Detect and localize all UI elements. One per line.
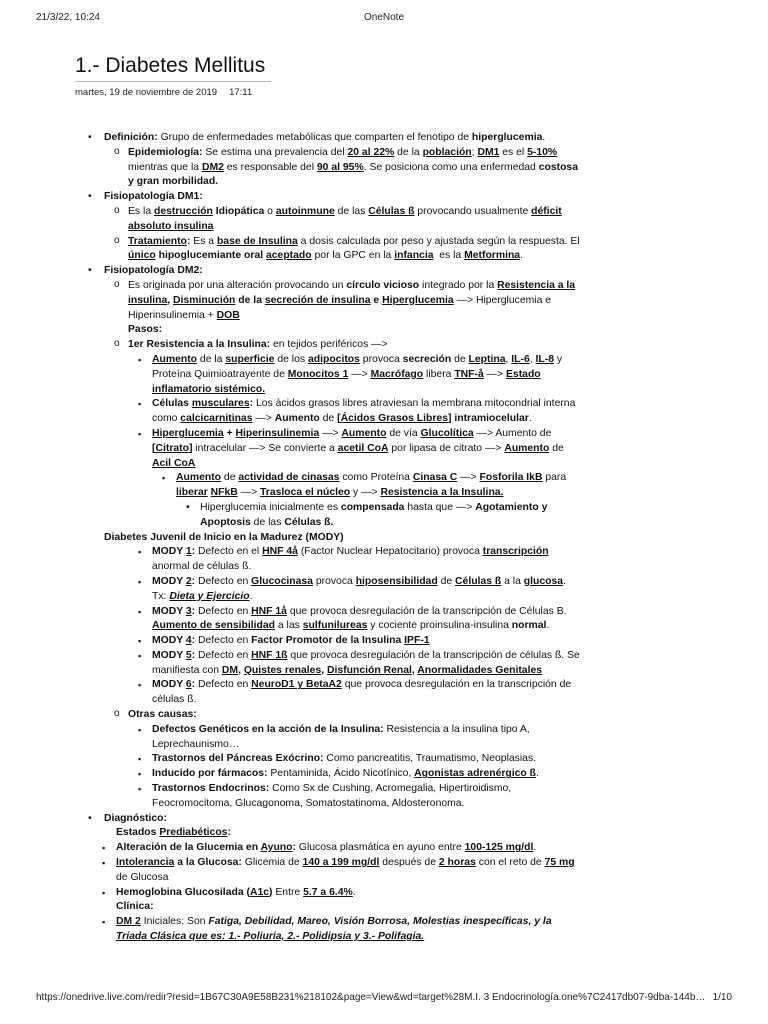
list-item: o Tratamiento: Es a base de Insulina a dosis calculada por peso y ajustada según la respuesta. El único hipoglucemiante oral aceptado por la GPC en la infancia es la Metformina. (104, 235, 580, 265)
list-item: ▪ Alteración de la Glucemia en Ayuno: Glucosa plasmática en ayuno entre 100-125 mg/dl. (92, 841, 580, 856)
list-item: ▪ Intolerancia a la Glucosa: Glicemia de 140 a 199 mg/dl después de 2 horas con el reto de 75 mg de Glucosa (92, 856, 580, 886)
list-item: ▪ Células musculares: Los ácidos grasos libres atraviesan la membrana mitocondrial interna como calcicarnitinas —> Aumento de [Ácidos Grasos Libres] intramiocelular. (128, 397, 580, 427)
list-item: o Epidemiología: Se estima una prevalencia del 20 al 22% de la población; DM1 es el 5-10% mientras que la DM2 es responsable del 90 al 95%. Se posiciona como una enfermedad costosa y gran morbilidad. (104, 146, 580, 190)
list-item: ▪ MODY 4: Defecto en Factor Promotor de la Insulina IPF-1 (128, 634, 580, 649)
list-item: • Definición: Grupo de enfermedades metabólicas que comparten el fenotipo de hiperglucemia. o Epidemiología: Se estima una prevalencia del 20 al 22% de la población; DM1 es el 5-10% mientras que la DM2 es responsable del 90 al 95%. Se posiciona como una enfermedad costosa y gran morbilidad. (80, 131, 580, 190)
list-item: o Es originada por una alteración provocando un círculo vicioso integrado por la Resistencia a la insulina, Disminución de la secreción de insulina e Hiperglucemia —> Hiperglucemia e Hiperinsulinemia + DOB Pasos: (104, 279, 580, 338)
list-item: ▪ MODY 5: Defecto en HNF 1ß que provoca desregulación de la transcripción de células ß. Se manifiesta con DM, Quistes renales, Disfunción Renal, Anormalidades Genitales (128, 649, 580, 679)
list-item: o Otras causas: ▪ Defectos Genéticos en la acción de la Insulina: Resistencia a la insulina tipo A, Leprechaunismo… ▪ Trastornos del Páncreas Exócrino: Como pancreatitis, Traumatismo, Neoplasias. ▪ Inducido por fármacos: Pentaminida, Ácido Nicotínico, Agonistas adrenérgico ß. ▪ Trastornos Endocrinos: Como Sx de Cushing, Acromegalia, Hipertiroidismo, Feocromocitoma, Glucagonoma, Somatostatinoma, Aldosteronoma. (104, 708, 580, 812)
list-item: ▪ Aumento de actividad de cinasas como Proteína Cinasa C —> Fosforila IkB para liberar NFkB —> Trasloca el núcleo y —> Resistencia a la Insulina. • Hiperglucemia inicialmente es compensada hasta que —> Agotamiento y Apoptosis de las Células ß. (152, 471, 580, 530)
print-datetime: 21/3/22, 10:24 (36, 12, 100, 23)
source-url: https://onedrive.live.com/redir?resid=1B67C30A9E58B231%218102&page=View&wd=target%28M.I. 3 Endocrinología.one%7C2417db07-9dba-144b… (36, 992, 706, 1003)
page-title: 1.- Diabetes Mellitus (75, 54, 271, 82)
list-item: • Diagnóstico: Estados Prediabéticos: ▪ Alteración de la Glucemia en Ayuno: Glucosa plasmática en ayuno entre 100-125 mg/dl. ▪ Intolerancia a la Glucosa: Glicemia de 140 a 199 mg/dl después de 2 horas con el reto de 75 mg de Glucosa ▪ Hemoglobina Glucosilada (A1c) Entre 5.7 a 6.4%. Clínica: ▪ DM 2 Iniciales: Son Fatiga, Debilidad, Mareo, Visión Borrosa, Molestias inespecíficas, y la Tríada Clásica que es: 1.- Poliuria, 2.- Polidipsia y 3.- Polifagia. (80, 812, 580, 945)
list-item: • Fisiopatología DM2: o Es originada por una alteración provocando un círculo vicioso integrado por la Resistencia a la insulina, Disminución de la secreción de insulina e Hiperglucemia —> Hiperglucemia e Hiperinsulinemia + DOB Pasos: o 1er Resistencia a la Insulina: en tejidos periféricos —> ▪ Aumento de la superficie de los adipocitos provoca secreción de Leptina, IL-6, IL-8 y Proteína Quimioatrayente de Monocitos 1 —> Macrófago libera TNF-å —> Estado inflamatorio sistémico. ▪ Células musculares: Los ácidos grasos libres atraviesan la membrana mitocondrial interna como calcicarnitinas —> Aumento de [Ácidos Grasos Libres] intramiocelular. ▪ Hiperglucemia + Hiperinsulinemia —> Aumento de vía Glucolítica —> Aumento de [Citrato] intracelular —> Se convierte a acetil CoA por lipasa de citrato —> Aumento de Acil CoA ▪ Aumento de actividad de cinasas como Proteína Cinasa C —> Fosforila IkB para liberar NFkB —> Trasloca el núcleo y —> Resistencia a la Insulina. • Hiperglucemia inicialmente es compensada hasta que —> Agotamiento y Apoptosis de las Células ß. Diabetes Juvenil de Inicio en la Madurez (MODY) ▪ MODY 1: Defecto en el HNF 4å (Factor Nuclear Hepatocitario) provoca transcripción anormal de células ß. ▪ MODY 2: Defecto en Glucocinasa provoca hiposensibilidad de Células ß a la glucosa. Tx: Dieta y Ejercicio. ▪ MODY 3: Defecto en HNF 1å que provoca desregulación de la transcripción de Células B. Aumento de sensibilidad a las sulfunilureas y cociente proinsulina-insulina normal. ▪ MODY 4: Defecto en Factor Promotor de la Insulina IPF-1 ▪ MODY 5: Defecto en HNF 1ß que provoca desregulación de la transcripción de células ß. Se manifiesta con DM, Quistes renales, Disfunción Renal, Anormalidades Genitales ▪ MODY 6: Defecto en NeuroD1 y BetaA2 que provoca desregulación en la transcripción de células ß. o Otras causas: ▪ Defectos Genéticos en la acción de la Insulina: Resistencia a la insulina tipo A, Leprechaunismo… ▪ Trastornos del Páncreas Exócrino: Como pancreatitis, Traumatismo, Neoplasias. ▪ Inducido por fármacos: Pentaminida, Ácido Nicotínico, Agonistas adrenérgico ß. ▪ Trastornos Endocrinos: Como Sx de Cushing, Acromegalia, Hipertiroidismo, Feocromocitoma, Glucagonoma, Somatostatinoma, Aldosteronoma. (80, 264, 580, 811)
list-item: o 1er Resistencia a la Insulina: en tejidos periféricos —> ▪ Aumento de la superficie de los adipocitos provoca secreción de Leptina, IL-6, IL-8 y Proteína Quimioatrayente de Monocitos 1 —> Macrófago libera TNF-å —> Estado inflamatorio sistémico. ▪ Células musculares: Los ácidos grasos libres atraviesan la membrana mitocondrial interna como calcicarnitinas —> Aumento de [Ácidos Grasos Libres] intramiocelular. ▪ Hiperglucemia + Hiperinsulinemia —> Aumento de vía Glucolítica —> Aumento de [Citrato] intracelular —> Se convierte a acetil CoA por lipasa de citrato —> Aumento de Acil CoA ▪ Aumento de actividad de cinasas como Proteína Cinasa C —> Fosforila IkB para liberar NFkB —> Trasloca el núcleo y —> Resistencia a la Insulina. • Hiperglucemia inicialmente es compensada hasta que —> Agotamiento y Apoptosis de las Células ß. Diabetes Juvenil de Inicio en la Madurez (MODY) ▪ MODY 1: Defecto en el HNF 4å (Factor Nuclear Hepatocitario) provoca transcripción anormal de células ß. ▪ MODY 2: Defecto en Glucocinasa provoca hiposensibilidad de Células ß a la glucosa. Tx: Dieta y Ejercicio. ▪ MODY 3: Defecto en HNF 1å que provoca desregulación de la transcripción de Células B. Aumento de sensibilidad a las sulfunilureas y cociente proinsulina-insulina normal. ▪ MODY 4: Defecto en Factor Promotor de la Insulina IPF-1 ▪ MODY 5: Defecto en HNF 1ß que provoca desregulación de la transcripción de células ß. Se manifiesta con DM, Quistes renales, Disfunción Renal, Anormalidades Genitales ▪ MODY 6: Defecto en NeuroD1 y BetaA2 que provoca desregulación en la transcripción de células ß. (104, 338, 580, 708)
list-item: ▪ Trastornos Endocrinos: Como Sx de Cushing, Acromegalia, Hipertiroidismo, Feocromocitoma, Glucagonoma, Somatostatinoma, Aldosteronoma. (128, 782, 580, 812)
app-name: OneNote (363, 12, 405, 23)
list-item: ▪ Hemoglobina Glucosilada (A1c) Entre 5.7 a 6.4%. (92, 886, 580, 901)
list-item: ▪ MODY 2: Defecto en Glucocinasa provoca hiposensibilidad de Células ß a la glucosa. Tx: Dieta y Ejercicio. (128, 575, 580, 605)
page-date-line (75, 87, 264, 98)
list-item: • Fisiopatología DM1: o Es la destrucción Idiopática o autoinmune de las Células ß provocando usualmente déficit absoluto insulina o Tratamiento: Es a base de Insulina a dosis calculada por peso y ajustada según la respuesta. El único hipoglucemiante oral aceptado por la GPC en la infancia es la Metformina. (80, 190, 580, 264)
page-date: martes, 19 de noviembre de 2019 (75, 87, 218, 98)
list-item: ▪ DM 2 Iniciales: Son Fatiga, Debilidad, Mareo, Visión Borrosa, Molestias inespecíficas, y la Tríada Clásica que es: 1.- Poliuria, 2.- Polidipsia y 3.- Polifagia. (92, 915, 580, 945)
list-item: o Es la destrucción Idiopática o autoinmune de las Células ß provocando usualmente déficit absoluto insulina (104, 205, 580, 235)
note-content (80, 131, 580, 945)
list-item: ▪ Hiperglucemia + Hiperinsulinemia —> Aumento de vía Glucolítica —> Aumento de [Citrato] intracelular —> Se convierte a acetil CoA por lipasa de citrato —> Aumento de Acil CoA ▪ Aumento de actividad de cinasas como Proteína Cinasa C —> Fosforila IkB para liberar NFkB —> Trasloca el núcleo y —> Resistencia a la Insulina. • Hiperglucemia inicialmente es compensada hasta que —> Agotamiento y Apoptosis de las Células ß. (128, 427, 580, 531)
list-item: ▪ Trastornos del Páncreas Exócrino: Como pancreatitis, Traumatismo, Neoplasias. (128, 752, 580, 767)
list-item: • Hiperglucemia inicialmente es compensada hasta que —> Agotamiento y Apoptosis de las Células ß. (176, 501, 580, 531)
page-counter: 1/10 (712, 992, 732, 1003)
list-item: ▪ Inducido por fármacos: Pentaminida, Ácido Nicotínico, Agonistas adrenérgico ß. (128, 767, 580, 782)
list-item: ▪ MODY 1: Defecto en el HNF 4å (Factor Nuclear Hepatocitario) provoca transcripción anormal de células ß. (128, 545, 580, 575)
list-item: ▪ MODY 6: Defecto en NeuroD1 y BetaA2 que provoca desregulación en la transcripción de células ß. (128, 678, 580, 708)
list-item: ▪ MODY 3: Defecto en HNF 1å que provoca desregulación de la transcripción de Células B. Aumento de sensibilidad a las sulfunilureas y cociente proinsulina-insulina normal. (128, 605, 580, 635)
list-item: ▪ Aumento de la superficie de los adipocitos provoca secreción de Leptina, IL-6, IL-8 y Proteína Quimioatrayente de Monocitos 1 —> Macrófago libera TNF-å —> Estado inflamatorio sistémico. (128, 353, 580, 397)
list-item: ▪ Defectos Genéticos en la acción de la Insulina: Resistencia a la insulina tipo A, Leprechaunismo… (128, 723, 580, 753)
page-time: 17:11 (229, 87, 253, 98)
